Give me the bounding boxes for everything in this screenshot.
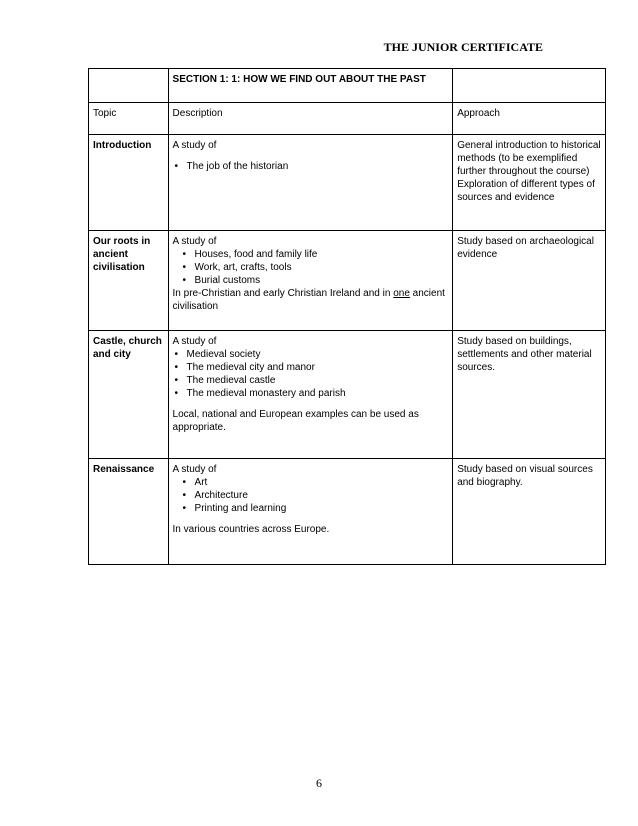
- bullet-list: [173, 248, 449, 287]
- list-item: • Architecture: [195, 489, 449, 502]
- list-item: • Houses, food and family life: [195, 248, 449, 261]
- approach-cell: General introduction to historical methods (to be exemplified further throughout the course) Exploration of different types of sources and evidence: [453, 135, 606, 231]
- list-item: • Art: [195, 476, 449, 489]
- description-cell: [168, 135, 453, 231]
- note-text: In pre-Christian and early Christian Ireland and in: [172, 288, 394, 299]
- description-cell: [168, 231, 453, 331]
- topic-cell: Introduction: [89, 135, 169, 231]
- description-intro: A study of: [172, 140, 217, 151]
- list-item: • Medieval society: [187, 348, 449, 361]
- description-note: [173, 287, 449, 313]
- list-item: • The medieval city and manor: [187, 361, 449, 374]
- syllabus-table: [88, 68, 606, 565]
- description-cell: [168, 459, 453, 565]
- empty-cell: [453, 69, 606, 103]
- column-header-approach: Approach: [453, 103, 606, 135]
- empty-cell: [89, 69, 169, 103]
- description-intro: A study of: [172, 236, 217, 247]
- list-item: • Printing and learning: [195, 502, 449, 515]
- note-text: ancient civilisation: [172, 288, 445, 312]
- topic-cell: Renaissance: [89, 459, 169, 565]
- description-note: Local, national and European examples can be used as appropriate.: [172, 409, 419, 433]
- topic-cell: Castle, church and city: [89, 331, 169, 459]
- column-header-row: [89, 103, 606, 135]
- list-item: • The job of the historian: [187, 160, 449, 173]
- description-intro: A study of: [172, 336, 217, 347]
- page-number: 6: [316, 776, 322, 790]
- section-title-row: [89, 69, 606, 103]
- column-header-topic: Topic: [89, 103, 169, 135]
- list-item: • The medieval castle: [187, 374, 449, 387]
- list-item: • Work, art, crafts, tools: [195, 261, 449, 274]
- list-item: • The medieval monastery and parish: [187, 387, 449, 400]
- table-row: [89, 331, 606, 459]
- bullet-list: [173, 160, 449, 173]
- document-header: THE JUNIOR CERTIFICATE: [383, 40, 543, 54]
- approach-cell: Study based on visual sources and biography.: [453, 459, 606, 565]
- topic-cell: Our roots in ancient civilisation: [89, 231, 169, 331]
- note-underlined-text: one: [393, 288, 410, 299]
- list-item: • Burial customs: [195, 274, 449, 287]
- section-title: SECTION 1: 1: HOW WE FIND OUT ABOUT THE PAST: [168, 69, 453, 103]
- description-note: In various countries across Europe.: [172, 524, 330, 535]
- approach-cell: Study based on buildings, settlements and other material sources.: [453, 331, 606, 459]
- table-row: [89, 231, 606, 331]
- bullet-list: [173, 476, 449, 515]
- approach-cell: Study based on archaeological evidence: [453, 231, 606, 331]
- table-row: [89, 459, 606, 565]
- description-cell: [168, 331, 453, 459]
- table-row: [89, 135, 606, 231]
- description-intro: A study of: [172, 464, 217, 475]
- bullet-list: [173, 348, 449, 400]
- column-header-description: Description: [168, 103, 453, 135]
